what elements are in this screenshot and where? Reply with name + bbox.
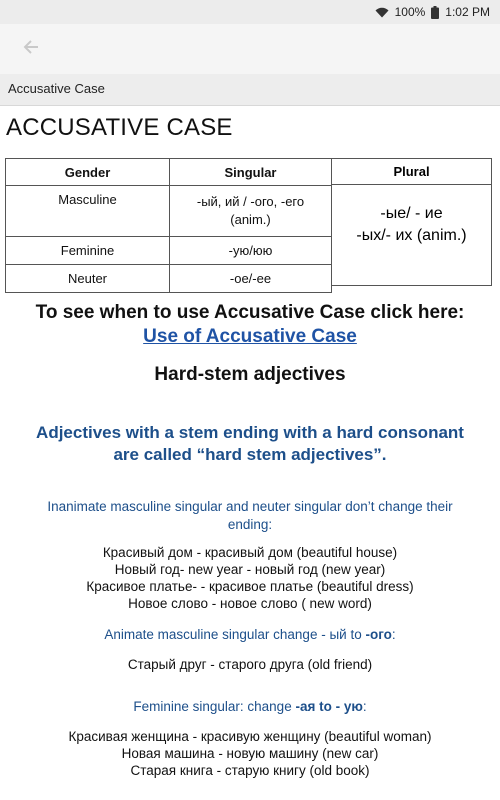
feminine-note: [0, 698, 500, 716]
plural-cell: [332, 203, 491, 247]
feminine-note-text: Feminine singular: change: [133, 699, 296, 714]
inanimate-note: [0, 498, 500, 534]
gender-cell: Masculine: [6, 186, 170, 237]
battery-percent: 100%: [394, 5, 426, 19]
plural-ending-line1: -ые/ - ие: [380, 205, 443, 222]
inanimate-examples: [0, 544, 500, 612]
animate-note-ending: -ого: [365, 627, 392, 642]
column-header-singular: Singular: [170, 159, 332, 186]
plural-ending-line2: -ых/- их (anim.): [356, 227, 467, 244]
example-line: Новое слово - новое слово ( new word): [128, 596, 372, 611]
use-of-accusative-link[interactable]: Use of Accusative Case: [143, 326, 357, 347]
status-bar: [0, 0, 500, 24]
gender-cell: Neuter: [6, 265, 170, 293]
link-prompt-text: To see when to use Accusative Case click here:: [35, 302, 465, 323]
animate-note-text: Animate masculine singular change - ый to: [104, 627, 366, 642]
wifi-icon: [375, 7, 389, 18]
example-line: Красивый дом - красивый дом (beautiful house): [102, 545, 398, 560]
battery-icon: [431, 6, 439, 19]
page-title: ACCUSATIVE CASE: [6, 114, 233, 141]
feminine-note-ending: -ая to - ую: [295, 699, 363, 714]
inanimate-note-line1: Inanimate masculine singular and neuter singular don’t change their: [47, 499, 453, 514]
example-line: Новый год- new year - новый год (new year): [114, 562, 386, 577]
gender-cell: Feminine: [6, 237, 170, 265]
hard-stem-definition: [0, 422, 500, 466]
singular-ending-line1: -ый, ий / -ого, -его: [196, 194, 305, 209]
example-line: Старый друг - старого друга (old friend): [127, 657, 373, 672]
feminine-note-colon: :: [362, 699, 367, 714]
back-button[interactable]: [18, 36, 44, 62]
inanimate-note-line2: ending:: [227, 517, 273, 532]
definition-line1: Adjectives with a stem ending with a hard consonant: [36, 423, 464, 442]
table-row: [6, 237, 332, 265]
table-row: [6, 186, 332, 237]
column-header-gender: Gender: [6, 159, 170, 186]
app-toolbar: [0, 24, 500, 74]
example-line: Старая книга - старую книгу (old book): [130, 763, 370, 778]
feminine-examples: [0, 728, 500, 779]
example-line: Новая машина - новую машину (new car): [121, 746, 379, 761]
column-header-plural: Plural: [332, 159, 491, 185]
singular-table: [5, 158, 332, 293]
singular-cell: -ое/-ее: [170, 265, 332, 293]
definition-line2: are called “hard stem adjectives”.: [113, 445, 387, 464]
example-line: Красивое платье- - красивое платье (beautiful dress): [86, 579, 414, 594]
singular-cell: -ую/юю: [170, 237, 332, 265]
plural-column: [331, 158, 492, 286]
clock-time: 1:02 PM: [445, 5, 490, 19]
animate-examples: [0, 656, 500, 673]
animate-note: [0, 626, 500, 644]
breadcrumb-subtitle: Accusative Case: [0, 74, 500, 106]
table-row: [6, 265, 332, 293]
singular-cell: [170, 186, 332, 237]
link-row: [0, 326, 500, 348]
example-line: Красивая женщина - красивую женщину (beautiful woman): [68, 729, 432, 744]
section-heading: Hard-stem adjectives: [154, 364, 346, 385]
animate-note-colon: :: [391, 627, 396, 642]
arrow-left-icon: [23, 39, 39, 60]
singular-ending-line2: (anim.): [230, 212, 271, 227]
